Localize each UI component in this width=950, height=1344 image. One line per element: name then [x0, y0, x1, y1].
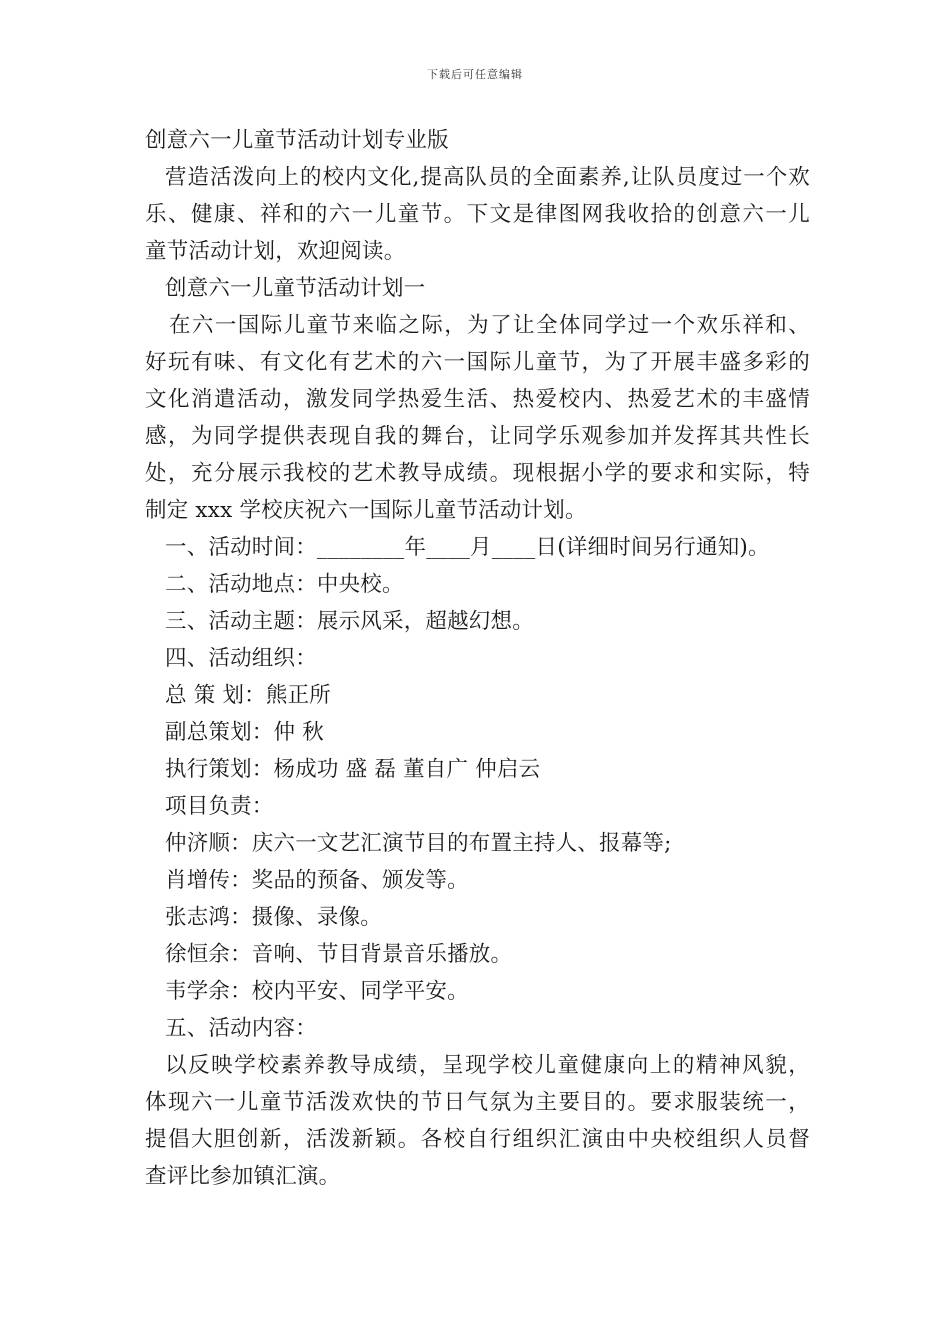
deputy-planner: 副总策划：仲 秋: [165, 720, 324, 745]
intro-line: 营造活泼向上的校内文化,提高队员的全面素养,让队员度过一个欢: [165, 165, 810, 190]
section-title: 创意六一儿童节活动计划一: [165, 276, 426, 301]
paragraph-line: 文化消遣活动，激发同学热爱生活、热爱校内、热爱艺术的丰盛情: [145, 387, 810, 412]
project-lead-item: 张志鸿：摄像、录像。: [165, 905, 383, 930]
project-lead-item: 仲济顺：庆六一文艺汇演节目的布置主持人、报幕等;: [165, 831, 672, 856]
activity-organization: 四、活动组织：: [165, 646, 317, 671]
activity-theme: 三、活动主题：展示风采，超越幻想。: [165, 609, 534, 634]
document-title: 创意六一儿童节活动计划专业版: [145, 128, 449, 153]
activity-location: 二、活动地点：中央校。: [165, 572, 404, 597]
paragraph-line: 感，为同学提供表现自我的舞台，让同学乐观参加并发挥其共性长: [145, 424, 810, 449]
paragraph-line: 查评比参加镇汇演。: [145, 1164, 341, 1189]
paragraph-line: 体现六一儿童节活泼欢快的节日气氛为主要目的。要求服装统一，: [145, 1090, 810, 1115]
paragraph-line: 在六一国际儿童节来临之际，为了让全体同学过一个欢乐祥和、: [169, 313, 810, 338]
project-lead-item: 韦学余：校内平安、同学平安。: [165, 979, 469, 1004]
project-leads-heading: 项目负责：: [165, 794, 274, 819]
intro-line: 乐、健康、祥和的六一儿童节。下文是律图网我收拾的创意六一儿: [145, 202, 810, 227]
paragraph-line: 处，充分展示我校的艺术教导成绩。现根据小学的要求和实际，特: [145, 461, 810, 486]
paragraph-line: 提倡大胆创新，活泼新颖。各校自行组织汇演由中央校组织人员督: [145, 1127, 810, 1152]
chief-planner: 总 策 划：熊正所: [165, 683, 331, 708]
activity-time: 一、活动时间：________年____月____日(详细时间另行通知)。: [165, 535, 770, 560]
paragraph-line: 制定 xxx 学校庆祝六一国际儿童节活动计划。: [145, 498, 587, 523]
executive-planners: 执行策划：杨成功 盛 磊 董自广 仲启云: [165, 757, 541, 782]
activity-content-heading: 五、活动内容：: [165, 1016, 317, 1041]
document-body: [145, 122, 810, 1195]
paragraph-line: 以反映学校素养教导成绩，呈现学校儿童健康向上的精神风貌，: [165, 1053, 810, 1078]
project-lead-item: 徐恒余：音响、节目背景音乐播放。: [165, 942, 513, 967]
intro-line: 童节活动计划，欢迎阅读。: [145, 239, 406, 264]
project-lead-item: 肖增传：奖品的预备、颁发等。: [165, 868, 469, 893]
paragraph-line: 好玩有味、有文化有艺术的六一国际儿童节，为了开展丰盛多彩的: [145, 350, 810, 375]
header-note: 下载后可任意编辑: [427, 68, 523, 81]
